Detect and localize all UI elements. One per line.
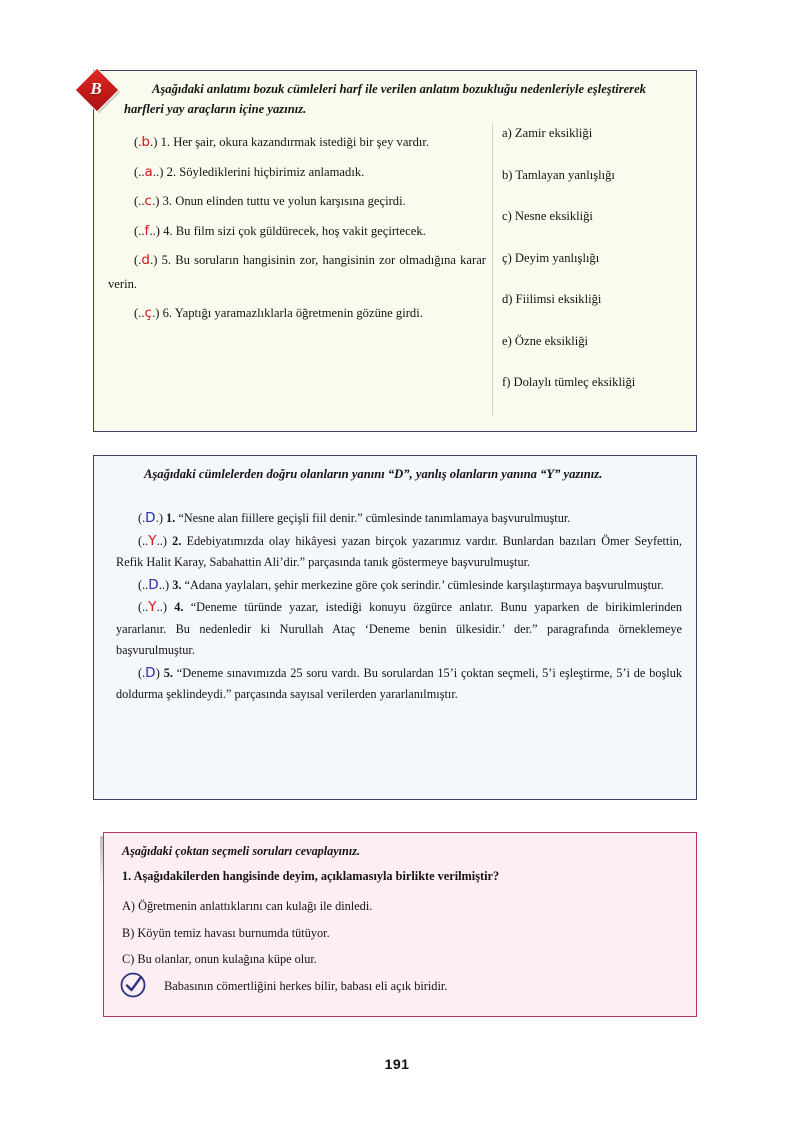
- multiple-choice-options: [122, 893, 678, 999]
- item-text: Her şair, okura kazandırmak istediği bir şey vardır.: [173, 135, 430, 149]
- match-item: [108, 302, 486, 326]
- choice-option-selected[interactable]: [122, 973, 678, 1000]
- multiple-choice-question: 1. Aşağıdakilerden hangisinde deyim, açıklamasıyla birlikte verilmiştir?: [122, 869, 500, 883]
- choice-option[interactable]: [122, 946, 678, 973]
- handwritten-answer[interactable]: d: [141, 252, 151, 268]
- item-number: 5.: [161, 253, 172, 267]
- item-number: 6.: [162, 306, 173, 320]
- choice-text: Babasının cömertliğini herkes bilir, babası eli açık biridir.: [164, 978, 448, 993]
- choice-letter: C): [122, 952, 135, 966]
- exercise-two-statements: [116, 508, 682, 707]
- exercise-badge: [80, 72, 120, 114]
- item-text: Söylediklerini hiçbirimiz anlamadık.: [179, 164, 365, 179]
- option-item: c) Nesne eksikliği: [502, 209, 593, 223]
- choice-option[interactable]: [122, 893, 678, 920]
- item-text: “Deneme sınavımızda 25 soru vardı. Bu sorulardan 15’i çoktan seçmeli, 5’i eşleştirme, 5’i de boşluk doldurma şeklindeydi.” parçasında sayısal verilerden yararlanılmıştır.: [116, 665, 683, 701]
- option-item: b) Tamlayan yanlışlığı: [502, 167, 615, 182]
- match-item: [108, 131, 486, 155]
- item-text: “Adana yaylaları, şehir merkezine göre çok serindir.’ cümlesinde karşılaştırmaya başvurulmuştur.: [184, 577, 664, 592]
- handwritten-answer[interactable]: f: [144, 222, 150, 239]
- answer-paren-open: (.: [134, 253, 142, 267]
- dy-item: [116, 531, 682, 574]
- item-number: 1.: [166, 511, 176, 525]
- item-number: 4.: [174, 600, 184, 614]
- item-number: 3.: [172, 577, 182, 592]
- exercise-one-directive: Aşağıdaki anlatımı bozuk cümleleri harf ile verilen anlatım bozukluğu nedenleriyle eşleştirerek harfleri yay araçların içine yazınız.: [124, 82, 646, 116]
- dy-item: [116, 508, 682, 530]
- option-item: f) Dolaylı tümleç eksikliği: [502, 375, 636, 389]
- column-divider: [492, 123, 493, 415]
- handwritten-answer[interactable]: c: [144, 193, 153, 209]
- answer-paren-close: .): [150, 135, 158, 149]
- handwritten-answer[interactable]: Y: [148, 599, 157, 615]
- item-text: “Deneme türünde yazar, istediği konuyu özgürce anlatır. Bunu yaparken de birikimlerinden yararlanır. Bu nedenledir ki Nurullah Ataç ‘Deneme benin ülkesidir.’ der.” paragrafında örneklemeye başvurulmuştur.: [116, 600, 682, 657]
- item-text: Bu soruların hangisinin zor, hangisinin zor olmadığına karar verin.: [108, 253, 486, 291]
- item-text: “Nesne alan fiillere geçişli fiil denir.” cümlesinde tanımlamaya başvurulmuştur.: [178, 511, 571, 525]
- item-number: 3.: [162, 194, 173, 208]
- item-number: 2.: [172, 533, 182, 548]
- dy-item: [116, 597, 682, 662]
- answer-paren-close: .): [152, 194, 160, 208]
- exercise-two-box: [93, 455, 697, 800]
- exercise-one-options: [502, 125, 688, 391]
- circled-check-icon: [120, 972, 150, 998]
- item-number: 4.: [163, 223, 173, 238]
- choice-text: Köyün temiz havası burnumda tütüyor.: [137, 925, 330, 940]
- answer-paren-open: (.: [138, 511, 146, 525]
- answer-paren-open: (..: [138, 533, 149, 548]
- answer-paren-close: .): [152, 306, 160, 320]
- dy-item: [116, 575, 682, 597]
- item-text: Onun elinden tuttu ve yolun karşısına geçirdi.: [175, 194, 406, 208]
- page-number: 191: [384, 1056, 410, 1072]
- option-item: ç) Deyim yanlışlığı: [502, 250, 600, 265]
- choice-text: Öğretmenin anlattıklarını can kulağı ile dinledi.: [138, 899, 373, 913]
- item-text: Yaptığı yaramazlıklarla öğretmenin gözüne girdi.: [174, 306, 423, 320]
- answer-paren-close: .): [155, 511, 163, 525]
- answer-paren-close: ..): [158, 577, 170, 592]
- item-text: Edebiyatımızda olay hikâyesi yazan birçok yazarımız vardır. Bunlardan bazıları Ömer Seyfettin, Refik Halit Karay, Sabahattin Ali’dir.” parçasında tanık göstermeye başvurulmuştur.: [116, 533, 682, 569]
- answer-paren-close: ..): [149, 223, 160, 238]
- option-item: d) Fiilimsi eksikliği: [502, 292, 602, 306]
- exercise-two-directive: Aşağıdaki cümlelerden doğru olanların yanını “D”, yanlış olanların yanına “Y” yazınız.: [144, 467, 603, 481]
- handwritten-answer[interactable]: Y: [148, 532, 157, 549]
- answer-paren-open: (.: [138, 665, 146, 680]
- item-number: 1.: [160, 135, 171, 149]
- answer-paren-open: (.: [134, 135, 142, 149]
- item-text: Bu film sizi çok güldürecek, hoş vakit geçirtecek.: [175, 223, 426, 238]
- badge-letter: B: [90, 79, 102, 98]
- answer-paren-close: ..): [156, 600, 167, 614]
- choice-letter: B): [122, 925, 135, 940]
- handwritten-answer[interactable]: b: [141, 134, 151, 150]
- answer-paren-open: (..: [134, 306, 145, 320]
- match-item: [108, 220, 486, 244]
- dy-item: [116, 663, 682, 706]
- answer-paren-close: ..): [152, 164, 164, 179]
- choice-letter: A): [122, 899, 135, 913]
- option-item: a) Zamir eksikliği: [502, 126, 593, 140]
- choice-option[interactable]: [122, 920, 678, 947]
- answer-paren-open: (..: [134, 164, 145, 179]
- item-number: 5.: [163, 665, 173, 680]
- handwritten-answer[interactable]: D: [145, 664, 156, 681]
- match-item: [108, 161, 486, 185]
- option-item: e) Özne eksikliği: [502, 333, 589, 348]
- exercise-one-sentences: [108, 131, 486, 326]
- handwritten-answer[interactable]: a: [144, 163, 153, 180]
- match-item: [108, 190, 486, 214]
- handwritten-answer[interactable]: D: [145, 510, 156, 526]
- answer-paren-close: ): [155, 665, 160, 680]
- answer-paren-open: (..: [138, 600, 149, 614]
- item-number: 2.: [166, 164, 177, 179]
- answer-paren-close: ..): [156, 533, 167, 548]
- answer-paren-open: (..: [138, 577, 149, 592]
- handwritten-answer[interactable]: ç: [144, 305, 153, 321]
- choice-text: Bu olanlar, onun kulağına küpe olur.: [137, 952, 317, 966]
- exercise-three-box: [103, 832, 697, 1017]
- exercise-three-directive: Aşağıdaki çoktan seçmeli soruları cevaplayınız.: [122, 844, 360, 858]
- answer-paren-open: (..: [134, 194, 145, 208]
- exercise-one-box: [93, 70, 697, 432]
- answer-paren-open: (..: [134, 223, 145, 238]
- handwritten-answer[interactable]: D: [148, 576, 159, 593]
- answer-paren-close: .): [150, 253, 158, 267]
- match-item: [108, 249, 486, 296]
